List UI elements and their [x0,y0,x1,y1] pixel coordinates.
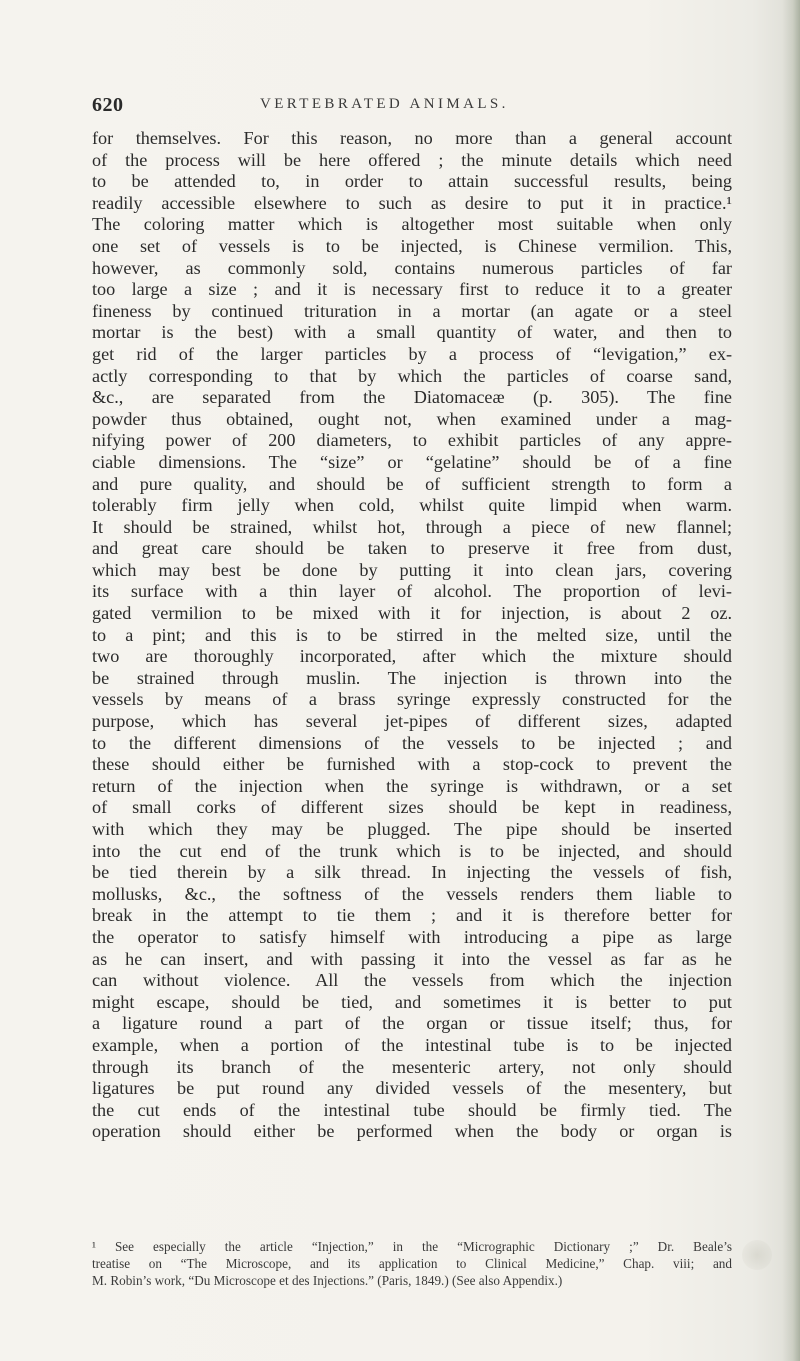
body-line: vessels by means of a brass syringe expressly constructed for the [92,689,732,710]
body-line: however, as commonly sold, contains numerous particles of far [92,257,732,278]
body-line: The coloring matter which is altogether most suitable when only [92,214,732,235]
body-line: mollusks, &c., the softness of the vessels renders them liable to [92,883,732,904]
body-line: into the cut end of the trunk which is to be injected, and should [92,840,732,861]
body-line: a ligature round a part of the organ or tissue itself; thus, for [92,1013,732,1034]
body-line: for themselves. For this reason, no more than a general account [92,128,732,148]
running-head: VERTEBRATED ANIMALS. [260,96,509,112]
body-line: to be attended to, in order to attain successful results, being [92,171,732,192]
body-line: tolerably firm jelly when cold, whilst quite limpid when warm. [92,495,732,516]
body-line: to a pint; and this is to be stirred in the melted size, until the [92,624,732,645]
body-line: to the different dimensions of the vessels to be injected ; and [92,732,732,753]
page-edge-shadow [782,0,800,1361]
body-line: as he can insert, and with passing it into the vessel as far as he [92,948,732,969]
body-line: be strained through muslin. The injection is thrown into the [92,667,732,688]
body-line: the cut ends of the intestinal tube should be firmly tied. The [92,1099,732,1120]
body-line: ciable dimensions. The “size” or “gelatine” should be of a fine [92,451,732,472]
body-line: and pure quality, and should be of sufficient strength to form a [92,473,732,494]
body-line: can without violence. All the vessels from which the injection [92,970,732,991]
page-header [92,94,732,118]
body-line: operation should either be performed when the body or organ is [92,1121,732,1142]
page-number: 620 [92,94,124,116]
body-paragraph [92,128,732,1143]
body-line: It should be strained, whilst hot, through a piece of new flannel; [92,516,732,537]
body-line: be tied therein by a silk thread. In injecting the vessels of fish, [92,862,732,883]
body-line: of the process will be here offered ; the minute details which need [92,149,732,170]
body-line: and great care should be taken to preserve it free from dust, [92,538,732,559]
body-line: mortar is the best) with a small quantity of water, and then to [92,322,732,343]
body-line: the operator to satisfy himself with introducing a pipe as large [92,926,732,947]
footnote-line: M. Robin’s work, “Du Microscope et des Injections.” (Paris, 1849.) (See also Appendix.) [92,1273,563,1288]
body-line: gated vermilion to be mixed with it for injection, is about 2 oz. [92,603,732,624]
body-line: with which they may be plugged. The pipe should be inserted [92,819,732,839]
body-line: purpose, which has several jet-pipes of different sizes, adapted [92,711,732,732]
footnote-line: treatise on “The Microscope, and its application to Clinical Medicine,” Chap. viii; and [92,1256,732,1271]
body-line: readily accessible elsewhere to such as desire to put it in practice.¹ [92,192,732,213]
footnote [92,1238,732,1289]
body-line: get rid of the larger particles by a process of “levigation,” ex- [92,343,732,364]
footnote-line: ¹ See especially the article “Injection,” in the “Micrographic Dictionary ;” Dr. Beale’s [92,1239,732,1254]
body-line: actly corresponding to that by which the particles of coarse sand, [92,365,732,386]
body-line: its surface with a thin layer of alcohol. The proportion of levi- [92,581,732,602]
body-line: return of the injection when the syringe is withdrawn, or a set [92,775,732,796]
body-line: might escape, should be tied, and sometimes it is better to put [92,991,732,1012]
body-line: powder thus obtained, ought not, when examined under a mag- [92,408,732,429]
body-line: through its branch of the mesenteric artery, not only should [92,1056,732,1077]
body-line: too large a size ; and it is necessary first to reduce it to a greater [92,279,732,300]
body-line: ligatures be put round any divided vessels of the mesentery, but [92,1078,732,1099]
page-smudge [742,1240,772,1270]
body-line: nifying power of 200 diameters, to exhibit particles of any appre- [92,430,732,451]
body-line: these should either be furnished with a stop-cock to prevent the [92,754,732,775]
body-line: &c., are separated from the Diatomaceæ (p. 305). The fine [92,387,732,408]
body-line: one set of vessels is to be injected, is Chinese vermilion. This, [92,235,732,256]
body-line: example, when a portion of the intestinal tube is to be injected [92,1034,732,1055]
body-line: break in the attempt to tie them ; and it is therefore better for [92,905,732,926]
body-line: of small corks of different sizes should be kept in readiness, [92,797,732,818]
body-line: two are thoroughly incorporated, after which the mixture should [92,646,732,667]
body-line: fineness by continued trituration in a mortar (an agate or a steel [92,300,732,321]
body-line: which may best be done by putting it into clean jars, covering [92,559,732,580]
